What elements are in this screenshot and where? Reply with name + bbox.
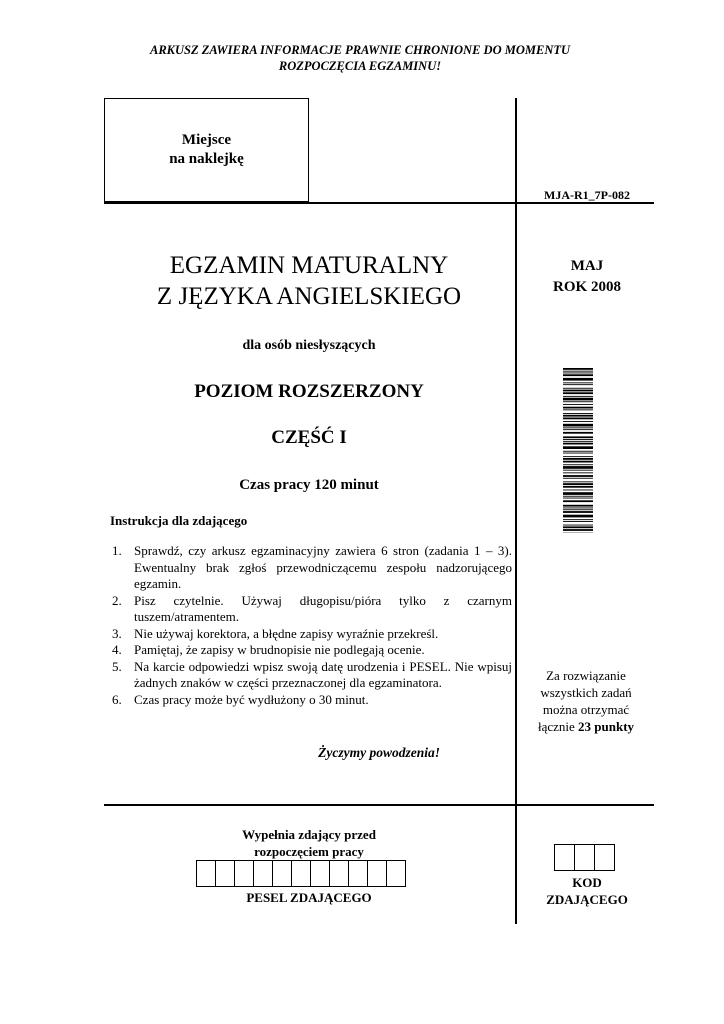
instruction-item <box>112 692 512 709</box>
exam-title <box>104 250 514 312</box>
instruction-item <box>112 642 512 659</box>
pesel-label: PESEL ZDAJĄCEGO <box>246 890 372 905</box>
exam-title-line2: Z JĘZYKA ANGIELSKIEGO <box>156 283 462 310</box>
legal-notice-line2: ROZPOCZĘCIA EGZAMINU! <box>278 59 442 73</box>
instruction-number: 6. <box>112 691 122 707</box>
fill-before-start-note <box>104 826 514 860</box>
points-value: 23 punkty <box>578 719 635 734</box>
pesel-digit-cell[interactable] <box>234 860 254 887</box>
points-prefix: łącznie <box>537 719 579 734</box>
points-line4 <box>520 718 652 735</box>
pesel-input-grid <box>196 860 406 887</box>
exam-date <box>522 256 652 298</box>
pesel-digit-cell[interactable] <box>196 860 216 887</box>
instructions-list <box>112 543 512 708</box>
instruction-number: 3. <box>112 625 122 641</box>
instruction-text: Sprawdź, czy arkusz egzaminacyjny zawiera 6 stron (zadania 1 – 3). Ewentualny brak zgłoś przewodniczącemu zespołu nadzorującego egzamin. <box>134 543 512 591</box>
exam-subtitle: dla osób niesłyszących <box>242 338 376 353</box>
pesel-digit-cell[interactable] <box>386 860 406 887</box>
points-line3: można otrzymać <box>542 702 630 717</box>
pesel-digit-cell[interactable] <box>253 860 273 887</box>
candidate-code-label <box>522 874 652 908</box>
instruction-text: Nie używaj korektora, a błędne zapisy wyraźnie przekreśl. <box>134 625 439 641</box>
pesel-digit-cell[interactable] <box>215 860 235 887</box>
exam-part: CZĘŚĆ I <box>271 427 347 448</box>
instruction-text: Pisz czytelnie. Używaj długopisu/pióra tylko z czarnym tuszem/atramentem. <box>134 592 512 624</box>
legal-notice-line1: ARKUSZ ZAWIERA INFORMACJE PRAWNIE CHRONIONE DO MOMENTU <box>149 43 571 57</box>
candidate-code-grid <box>554 844 615 871</box>
bottom-horizontal-divider <box>104 804 654 806</box>
pesel-digit-cell[interactable] <box>291 860 311 887</box>
instruction-item <box>112 626 512 643</box>
exam-title-line1: EGZAMIN MATURALNY <box>169 252 449 279</box>
exam-level: POZIOM ROZSZERZONY <box>194 381 424 402</box>
instructions-heading: Instrukcja dla zdającego <box>110 513 248 528</box>
kod-label-line2: ZDAJĄCEGO <box>546 892 628 907</box>
exam-year: ROK 2008 <box>553 279 621 295</box>
pesel-digit-cell[interactable] <box>272 860 292 887</box>
instruction-number: 4. <box>112 642 122 657</box>
fill-note-line2: rozpoczęciem pracy <box>254 844 364 859</box>
pesel-digit-cell[interactable] <box>367 860 387 887</box>
vertical-divider <box>515 98 517 924</box>
instruction-text: Pamiętaj, że zapisy w brudnopisie nie podlegają ocenie. <box>134 642 425 657</box>
instruction-item <box>112 543 512 593</box>
code-digit-cell[interactable] <box>554 844 575 871</box>
instruction-text: Na karcie odpowiedzi wpisz swoją datę urodzenia i PESEL. Nie wpisuj żadnych znaków w części przeznaczonej dla egzaminatora. <box>134 658 512 690</box>
instruction-text: Czas pracy może być wydłużony o 30 minut. <box>134 691 369 707</box>
instruction-item <box>112 659 512 692</box>
barcode-image <box>563 368 593 533</box>
instruction-number: 1. <box>112 543 122 558</box>
good-luck-wish: Życzymy powodzenia! <box>318 745 440 760</box>
exam-duration: Czas pracy 120 minut <box>239 477 379 493</box>
exam-month: MAJ <box>570 258 604 274</box>
instruction-number: 2. <box>112 592 122 608</box>
pesel-digit-cell[interactable] <box>310 860 330 887</box>
points-line2: wszystkich zadań <box>540 685 632 700</box>
pesel-digit-cell[interactable] <box>348 860 368 887</box>
sticker-line2: na naklejkę <box>169 151 244 167</box>
instruction-item <box>112 593 512 626</box>
pesel-digit-cell[interactable] <box>329 860 349 887</box>
kod-label-line1: KOD <box>572 875 602 890</box>
instruction-number: 5. <box>112 658 122 674</box>
sticker-line1: Miejsce <box>181 132 232 148</box>
points-line1: Za rozwiązanie <box>546 668 626 683</box>
code-digit-cell[interactable] <box>574 844 595 871</box>
code-digit-cell[interactable] <box>594 844 615 871</box>
fill-note-line1: Wypełnia zdający przed <box>242 827 376 842</box>
exam-code: MJA-R1_7P-082 <box>544 188 630 202</box>
sticker-placeholder-box <box>104 98 309 202</box>
legal-notice <box>60 42 660 74</box>
total-points-note <box>520 667 652 735</box>
